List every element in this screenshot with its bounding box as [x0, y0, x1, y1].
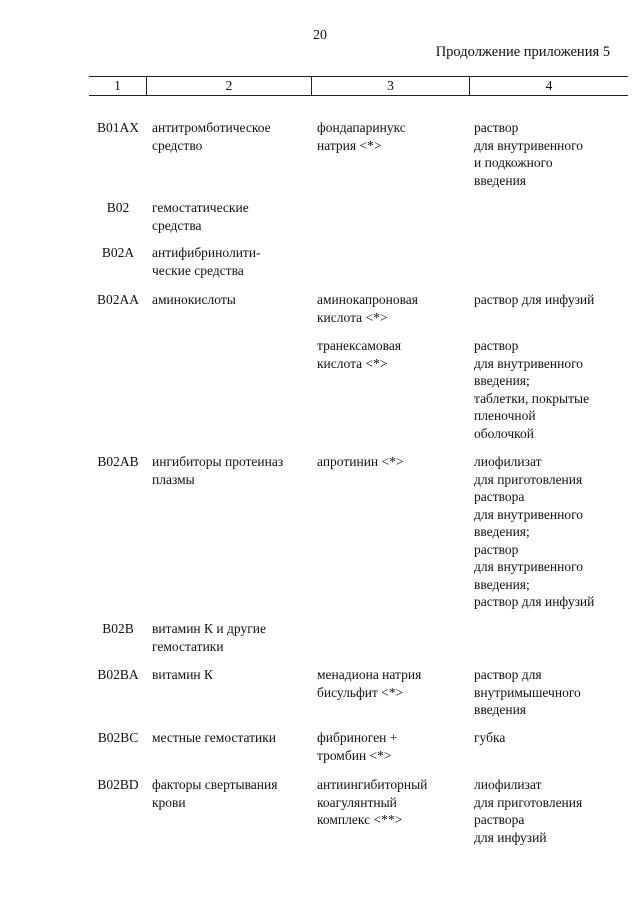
drug-group: аминокислоты	[152, 292, 236, 307]
page-number: 20	[313, 28, 327, 43]
drug-name: транексамовая кислота <*>	[317, 338, 402, 371]
dosage-form: лиофилизат для приготовления раствора для инфузий	[474, 777, 583, 845]
atc-code: B02B	[102, 621, 134, 636]
header-col-1: 1	[114, 78, 121, 93]
atc-code: B02BA	[97, 667, 139, 682]
header-col-2: 2	[225, 78, 233, 93]
drug-name: менадиона натрия бисульфит <*>	[317, 667, 422, 700]
drug-group: витамин К	[152, 667, 214, 682]
atc-code: B02A	[101, 245, 135, 260]
drug-group: факторы свертывания крови	[152, 777, 278, 810]
dosage-form: раствор для инфузий	[474, 292, 595, 307]
drug-name: антиингибиторный коагулянтный комплекс <**>	[317, 777, 428, 827]
drug-group: антифибринолити- ческие средства	[152, 245, 261, 278]
atc-code: B02AA	[96, 292, 139, 307]
drug-group: ингибиторы протеиназ плазмы	[152, 454, 284, 487]
atc-code: B02BD	[97, 777, 139, 792]
drug-name: фондапаринукс натрия <*>	[317, 120, 406, 153]
drug-group: антитромботическое средство	[152, 120, 271, 153]
dosage-form: раствор для внутривенного введения; таблетки, покрытые пленочной оболочкой	[474, 338, 590, 441]
atc-code: B01AX	[96, 120, 139, 135]
header-col-4: 4	[545, 78, 553, 93]
atc-code: B02	[106, 200, 130, 215]
header-col-3: 3	[387, 78, 394, 93]
continuation-label: Продолжение приложения 5	[435, 44, 610, 60]
dosage-form: губка	[474, 730, 506, 745]
dosage-form: раствор для внутримышечного введения	[474, 667, 581, 717]
table-header	[89, 76, 628, 96]
dosage-form: раствор для внутривенного и подкожного введения	[474, 120, 584, 188]
drug-group: местные гемостатики	[152, 730, 277, 745]
dosage-form: лиофилизат для приготовления раствора для внутривенного введения; раствор для внутривенного введения; раствор для инфузий	[474, 454, 595, 609]
drug-name: апротинин <*>	[317, 454, 404, 469]
drug-name: фибриноген + тромбин <*>	[317, 730, 398, 763]
drug-group: витамин К и другие гемостатики	[152, 621, 266, 654]
atc-code: B02BC	[97, 730, 139, 745]
drug-name: аминокапроновая кислота <*>	[317, 292, 418, 325]
drug-group: гемостатические средства	[152, 200, 249, 233]
atc-code: B02AB	[97, 454, 139, 469]
